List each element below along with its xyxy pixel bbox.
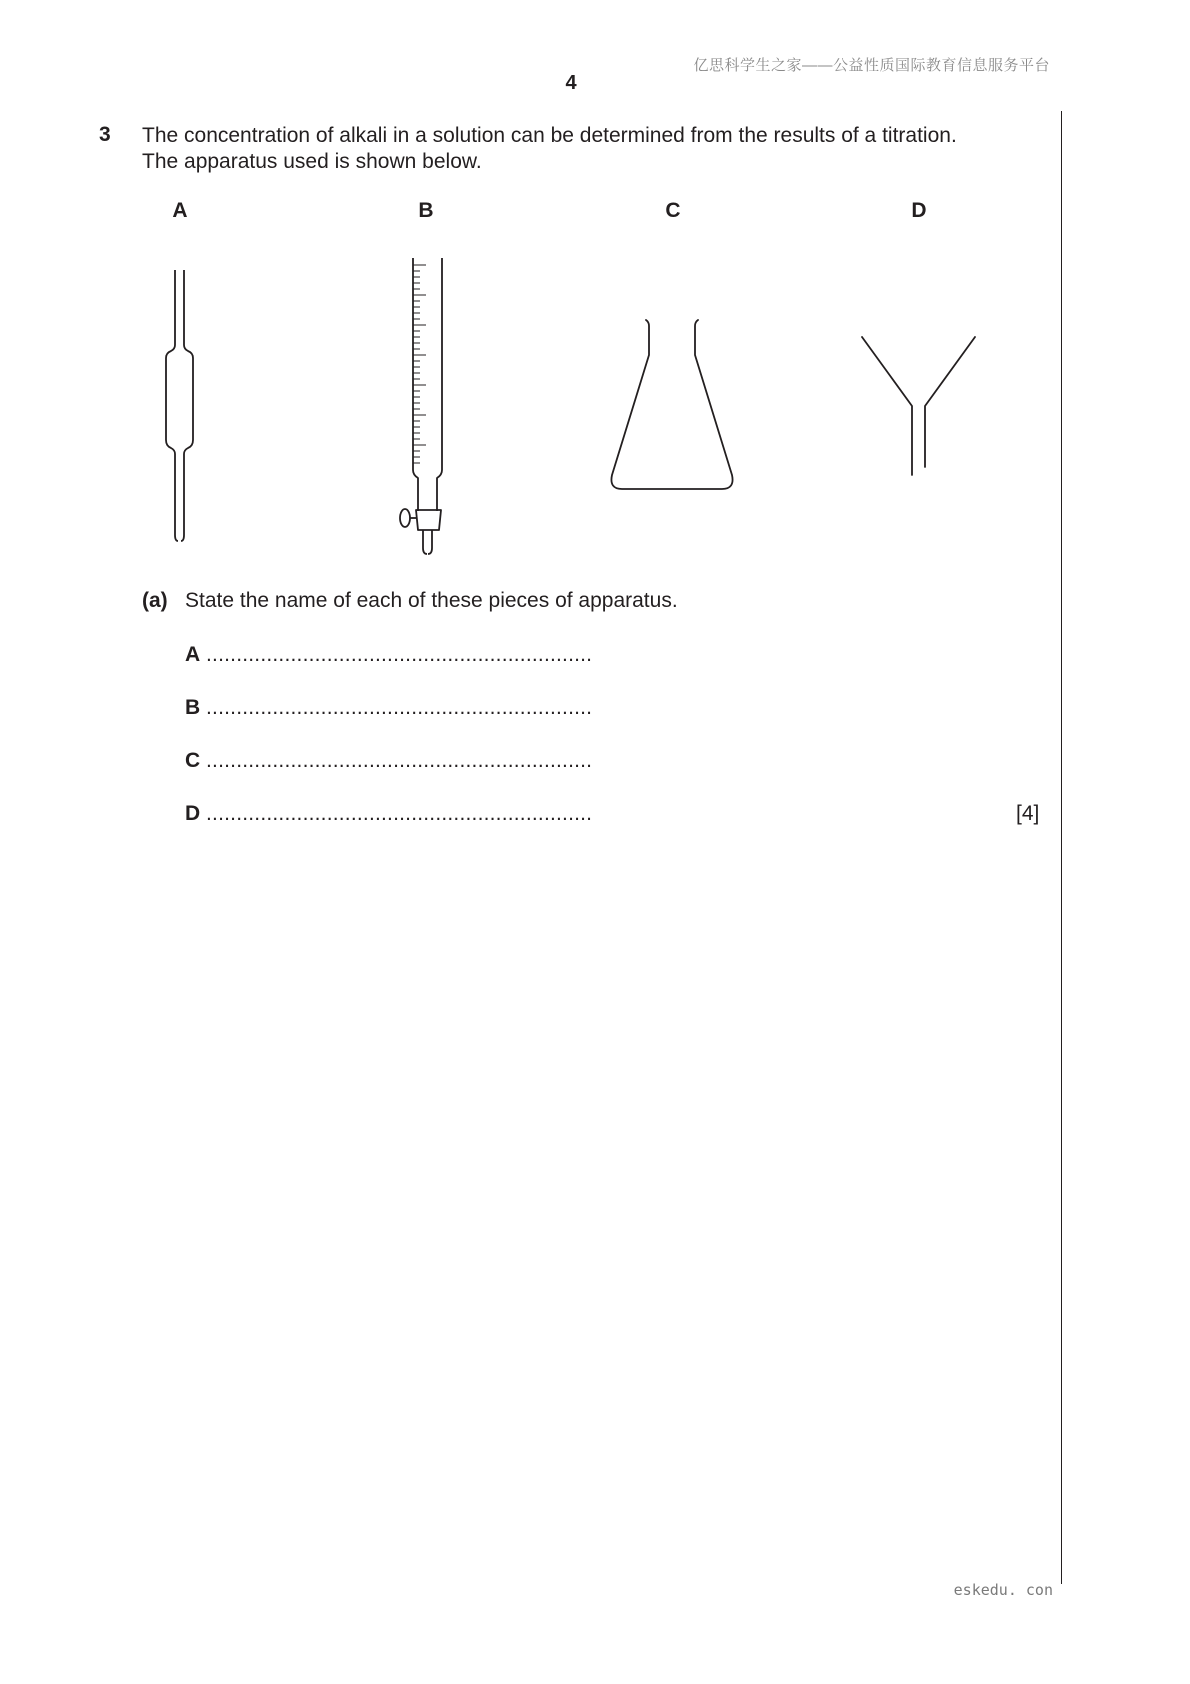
page-number: 4 xyxy=(565,72,577,94)
question-number: 3 xyxy=(99,123,111,146)
filter-funnel-drawing xyxy=(855,330,985,480)
question-text-line-2: The apparatus used is shown below. xyxy=(142,150,482,173)
answer-dots[interactable]: ................................................................ xyxy=(206,802,593,825)
footer-site-mark: eskedu. con xyxy=(953,1581,1053,1599)
apparatus-label-b: B xyxy=(418,199,434,222)
apparatus-label-c: C xyxy=(665,199,681,222)
apparatus-label-a: A xyxy=(172,199,188,222)
marks-total: [4] xyxy=(1016,802,1040,825)
answer-letter: B xyxy=(185,696,201,719)
answer-line-b[interactable] xyxy=(185,696,592,720)
part-a-prompt: State the name of each of these pieces of apparatus. xyxy=(185,589,678,612)
answer-letter: A xyxy=(185,643,201,666)
watermark-header: 亿思科学生之家——公益性质国际教育信息服务平台 xyxy=(693,57,1050,74)
question-text xyxy=(142,123,1022,175)
answer-letter: C xyxy=(185,749,201,772)
conical-flask-drawing xyxy=(600,315,750,495)
answer-dots[interactable]: ................................................................ xyxy=(206,643,593,666)
part-a-label: (a) xyxy=(142,589,168,612)
answer-line-a[interactable] xyxy=(185,643,592,667)
answer-line-c[interactable] xyxy=(185,749,592,773)
question-text-line-1: The concentration of alkali in a solution can be determined from the results of a titration. xyxy=(142,124,957,147)
burette-drawing xyxy=(395,255,455,555)
apparatus-label-d: D xyxy=(911,199,927,222)
answer-dots[interactable]: ................................................................ xyxy=(206,749,593,772)
answer-line-d[interactable] xyxy=(185,802,592,826)
answer-letter: D xyxy=(185,802,201,825)
margin-rule xyxy=(1061,111,1062,1584)
answer-dots[interactable]: ................................................................ xyxy=(206,696,593,719)
pipette-drawing xyxy=(160,265,200,545)
